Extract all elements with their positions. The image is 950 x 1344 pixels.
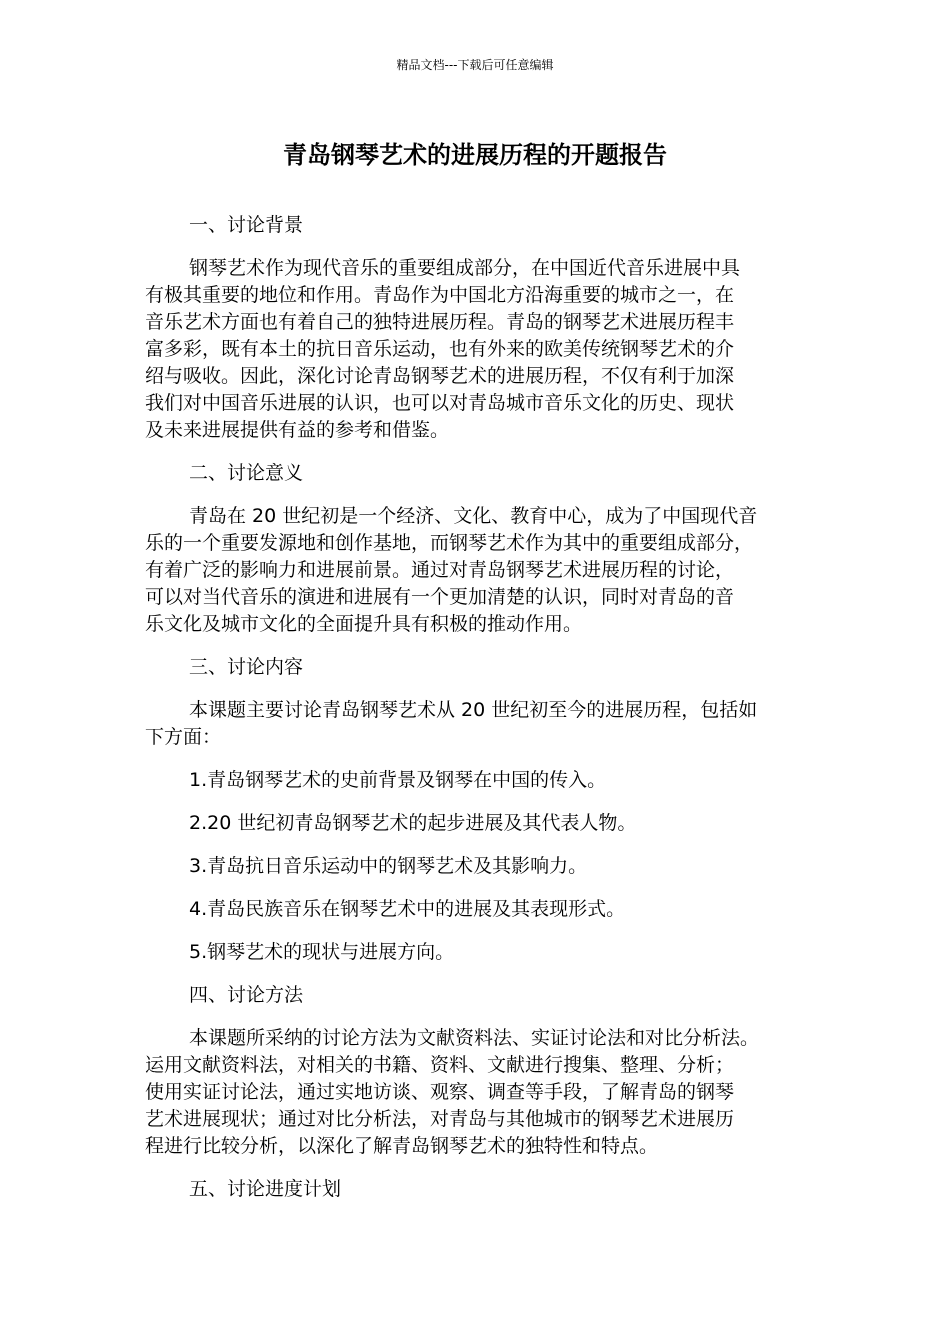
paragraph-line: 钢琴艺术作为现代音乐的重要组成部分，在中国近代音乐进展中具	[189, 257, 741, 279]
document-title: 青岛钢琴艺术的进展历程的开题报告	[283, 141, 667, 169]
list-item: 4.青岛民族音乐在钢琴艺术中的进展及其表现形式。	[189, 898, 626, 920]
paragraph-line: 运用文献资料法，对相关的书籍、资料、文献进行搜集、整理、分析；	[145, 1054, 735, 1076]
section-heading-content: 三、讨论内容	[189, 656, 304, 678]
header-note: 精品文档---下载后可任意编辑	[396, 58, 554, 72]
paragraph-line: 及未来进展提供有益的参考和借鉴。	[145, 419, 450, 441]
paragraph-line: 乐文化及城市文化的全面提升具有积极的推动作用。	[145, 613, 583, 635]
section-heading-method: 四、讨论方法	[189, 984, 304, 1006]
paragraph-line: 有着广泛的影响力和进展前景。通过对青岛钢琴艺术进展历程的讨论，	[145, 559, 735, 581]
list-item: 3.青岛抗日音乐运动中的钢琴艺术及其影响力。	[189, 855, 588, 877]
paragraph-line: 青岛在 20 世纪初是一个经济、文化、教育中心，成为了中国现代音	[189, 505, 758, 527]
paragraph-line: 音乐艺术方面也有着自己的独特进展历程。青岛的钢琴艺术进展历程丰	[145, 311, 735, 333]
paragraph-content	[145, 697, 810, 751]
paragraph-line: 乐的一个重要发源地和创作基地，而钢琴艺术作为其中的重要组成部分，	[145, 532, 754, 554]
list-item: 1.青岛钢琴艺术的史前背景及钢琴在中国的传入。	[189, 769, 607, 791]
paragraph-line: 下方面：	[145, 726, 222, 748]
paragraph-line: 使用实证讨论法，通过实地访谈、观察、调查等手段，了解青岛的钢琴	[145, 1081, 735, 1103]
section-heading-background: 一、讨论背景	[189, 214, 304, 236]
paragraph-line: 程进行比较分析，以深化了解青岛钢琴艺术的独特性和特点。	[145, 1135, 659, 1157]
paragraph-line: 绍与吸收。因此，深化讨论青岛钢琴艺术的进展历程，不仅有利于加深	[145, 365, 735, 387]
paragraph-background	[145, 255, 810, 444]
list-item: 5.钢琴艺术的现状与进展方向。	[189, 941, 455, 963]
paragraph-line: 富多彩，既有本土的抗日音乐运动，也有外来的欧美传统钢琴艺术的介	[145, 338, 735, 360]
list-item: 2.20 世纪初青岛钢琴艺术的起步进展及其代表人物。	[189, 812, 637, 834]
paragraph-line: 有极其重要的地位和作用。青岛作为中国北方沿海重要的城市之一，在	[145, 284, 735, 306]
paragraph-line: 可以对当代音乐的演进和进展有一个更加清楚的认识，同时对青岛的音	[145, 586, 735, 608]
paragraph-line: 本课题所采纳的讨论方法为文献资料法、实证讨论法和对比分析法。	[189, 1027, 760, 1049]
document-body	[145, 212, 810, 1219]
paragraph-significance	[145, 503, 810, 638]
section-heading-significance: 二、讨论意义	[189, 462, 304, 484]
paragraph-method	[145, 1025, 810, 1160]
section-heading-schedule: 五、讨论进度计划	[189, 1178, 342, 1200]
paragraph-line: 我们对中国音乐进展的认识，也可以对青岛城市音乐文化的历史、现状	[145, 392, 735, 414]
paragraph-line: 艺术进展现状；通过对比分析法，对青岛与其他城市的钢琴艺术进展历	[145, 1108, 735, 1130]
paragraph-line: 本课题主要讨论青岛钢琴艺术从 20 世纪初至今的进展历程，包括如	[189, 699, 758, 721]
